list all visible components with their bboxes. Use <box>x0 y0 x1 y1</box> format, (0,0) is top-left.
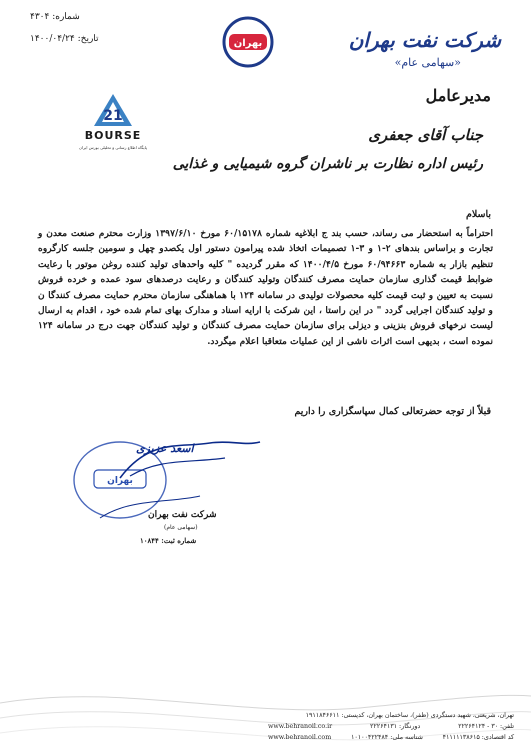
footer-fax: دورنگار: ۲۲۲۶۴۱۳۱ <box>369 723 421 731</box>
footer-website[interactable]: www.behranoil.co.ir <box>268 723 333 731</box>
footer-email[interactable]: www.behranoil.com <box>268 734 332 742</box>
letter-body: احتراماً به استحضار می رساند، حسب بند ج ابلاغیه شماره ۶۰/۱۵۱۷۸ مورخ ۱۳۹۷/۶/۱۰ وزارت محترم صنعت معدن و تجارت و براساس بندهای ۲-۱ و ۳-۱ تصمیمات اتخاذ شده پیرامون دستور اول یکصدو چهل و سومین جلسه کارگروه تنظیم بازار به شماره ۶۰/۹۴۶۶۳ مورخ ۱۴۰۰/۴/۵ که مقرر گردیده " کلیه واحدهای تولید کننده روغن موتور با رعایت ضوابط قیمت گذاری سازمان حمایت مصرف کنندگان وتولید کنندگان و رعایت درصدهای سود عمده و خرده فروش نسبت به تعیین و ثبت قیمت کلیه محصولات تولیدی در سامانه ۱۲۴ با هماهنگی سازمان محترم حمایت مصرف کنندگا ن و تولید کنندگان اجرایی گردد " در این راستا ، این شرکت با ارایه اسناد و مدارک بهای تمام شده خود ، اقدام به ارسال لیست نرخهای فروش بنزینی و دیزلی برای سازمان حمایت مصرف کنندگان و تولید کنندگان جهت درج در سامانه ۱۲۴ نموده است ، بدیهی است اثرات ناشی از این عملیات متعاقبا اعلام میگردد. <box>38 228 494 347</box>
logo-text: بهران <box>233 38 263 49</box>
footer-national-id: شناسه ملی: ۱۰۱۰۰۴۲۲۴۸۴ <box>350 734 423 742</box>
footer-phone: تلفن: ۳۰ - ۲۲۲۶۴۱۲۴ <box>458 723 514 731</box>
signature-company: شرکت نفت بهران <box>148 510 217 520</box>
footer-economic-code: کد اقتصادی: ۴۱۱۱۱۱۳۸۶۱۵ <box>442 734 514 742</box>
stamp-text: بهران <box>107 476 133 486</box>
managing-director-label: مدیرعامل <box>425 86 491 105</box>
document-number: شماره: ۴۳۰۴ <box>30 12 80 22</box>
bourse-logo-text: BOURSE <box>84 129 142 142</box>
recipient-title: رئیس اداره نظارت بر ناشران گروه شیمیایی و غذایی <box>172 156 483 172</box>
bourse-caption: پایگاه اطلاع رسانی و تحلیلی بورس ایران <box>79 145 147 150</box>
svg-text:21: 21 <box>103 108 123 124</box>
signature-company-type: (سهامی عام) <box>164 524 198 531</box>
greeting: باسلام <box>465 209 491 220</box>
document-date: تاریخ: ۱۴۰۰/۰۴/۲۴ <box>30 34 99 44</box>
behran-logo <box>222 16 274 68</box>
footer-contacts <box>268 710 514 744</box>
signer-name: اسعد عزیزی <box>136 442 194 455</box>
company-type: «سهامی عام» <box>394 56 461 69</box>
company-name: شرکت نفت بهران <box>348 28 501 52</box>
closing-line: قبلاً از توجه حضرتعالی کمال سپاسگزاری را داریم <box>294 406 491 417</box>
footer-address: تهران، شریعتی، شهید دستگردی (ظفر)، ساختمان بهران، کدپستی: ۱۹۱۱۸۴۶۶۱۱ <box>305 712 514 719</box>
recipient-name: جناب آقای جعفری <box>368 126 483 144</box>
bourse-logo <box>76 92 151 154</box>
signature-registration: شماره ثبت: ۱۰۸۴۴ <box>140 536 197 545</box>
